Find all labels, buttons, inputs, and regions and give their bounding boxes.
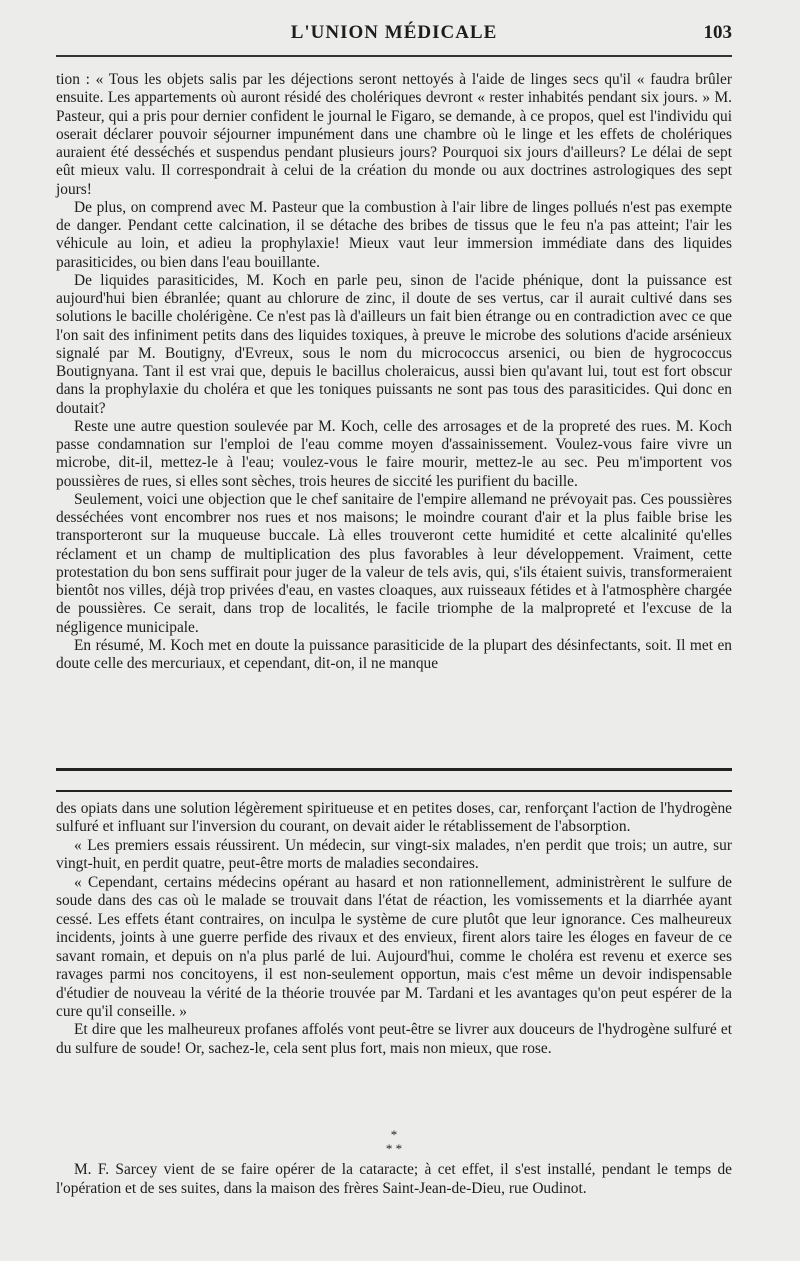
article-body-lower — [56, 800, 732, 1058]
paragraph: « Cependant, certains médecins opérant au hasard et non rationnellement, administrèrent le sulfure de soude dans des cas où le malade se trouvait dans l'état de réaction, les vomissements et la diarrhée ayant cessé. Les effets étant contraires, on inculpa le système de cure plutôt que leur ignorance. Ces malheureux incidents, joints à une guerre perfide des rivaux et des envieux, firent alors taire les éloges en faveur de ce savant romain, et depuis on n'a plus parlé de lui. Aujourd'hui, comme le choléra est revenu et exerce ses ravages parmi nos concitoyens, il est non-seulement opportun, mais c'est même un devoir indispensable d'étudier de nouveau la vérité de la théorie trouvée par M. Tardani et les avantages qu'on peut espérer de la cure qu'il conseille. » — [56, 873, 732, 1020]
paragraph: Seulement, voici une objection que le chef sanitaire de l'empire allemand ne prévoyait pas. Ces poussières desséchées vont encombrer nos rues et nos maisons; le moindre courant d'air et la plus faible brise les transporteront sur la muqueuse buccale. Là elles trouveront cette humidité et cette alcalinité qu'elles réclament et un champ de multiplication des plus favorables à leur développement. Vraiment, cette protestation du bon sens suffirait pour juger de la valeur de tels avis, qui, s'ils étaient suivis, transformeraient bientôt nos villes, déjà trop privées d'eau, en vastes cloaques, aux ruisseaux fétides et à l'atmosphère chargée de poussières. Ce serait, dans trop de localités, le facile triomphe de la malpropreté et l'excuse de la négligence municipale. — [56, 490, 732, 636]
article-body-upper — [56, 71, 732, 673]
paragraph: des opiats dans une solution légèrement spiritueuse et en petites doses, car, renforçant l'action de l'hydrogène sulfuré et influant sur l'inversion du courant, on devait aider le rétablissement de l'absorption. — [56, 800, 732, 836]
feuilleton-rule-bottom — [56, 790, 732, 792]
journal-title: L'UNION MÉDICALE — [290, 22, 498, 43]
paragraph: De plus, on comprend avec M. Pasteur que la combustion à l'air libre de linges pollués n'est pas exempte de danger. Pendant cette calcination, il se détache des bribes de tissus que le feu n'a pas atteint; l'air les véhicule au loin, et adieu la prophylaxie! Mieux vaut leur immersion immédiate dans des liquides parasiticides, ou bien dans l'eau bouillante. — [56, 198, 732, 271]
paragraph: En résumé, M. Koch met en doute la puissance parasiticide de la plupart des désinfectants, soit. Il met en doute celle des mercuriaux, et cependant, dit-on, il ne manque — [56, 636, 732, 672]
feuilleton-rule-top — [56, 768, 732, 771]
header-rule — [56, 55, 732, 57]
asterism-separator: * * * — [385, 1127, 403, 1156]
paragraph: Et dire que les malheureux profanes affolés vont peut-être se livrer aux douceurs de l'hydrogène sulfuré et du sulfure de soude! Or, sachez-le, cela sent plus fort, mais non mieux, que rose. — [56, 1021, 732, 1057]
paragraph: M. F. Sarcey vient de se faire opérer de la cataracte; à cet effet, il s'est installé, pendant le temps de l'opération et de ses suites, dans la maison des frères Saint-Jean-de-Dieu, rue Oudinot. — [56, 1161, 732, 1197]
paragraph: Reste une autre question soulevée par M. Koch, celle des arrosages et de la propreté des rues. M. Koch passe condamnation sur l'emploi de l'eau comme moyen d'assainissement. Voulez-vous faire vivre un microbe, dit-il, mettez-le à l'eau; voulez-vous le faire mourir, mettez-le au sec. Peu m'importent vos poussières de rues, si elles sont sèches, trois heures de siccité les purifient du bacille. — [56, 417, 732, 490]
paragraph: tion : « Tous les objets salis par les déjections seront nettoyés à l'aide de linges secs qu'il « faudra brûler ensuite. Les appartements où auront résidé des cholériques devront « rester inhabités pendant six jours. » M. Pasteur, qui a pris pour dernier confident le journal le Figaro, se demande, à ce propos, quel est l'individu qui oserait déclarer pouvoir séjourner impunément dans une chambre où le linge et les effets de cholériques auraient été desséchés et suspendus pendant plusieurs jours? Pourquoi six jours d'ailleurs? Le délai de sept eût mieux valu. Il correspondrait à celui de la création du monde ou aux doctrines astrologiques des sept jours! — [56, 71, 732, 198]
running-header — [56, 22, 732, 50]
paragraph: De liquides parasiticides, M. Koch en parle peu, sinon de l'acide phénique, dont la puissance est aujourd'hui bien ébranlée; quant au chlorure de zinc, il doute de ses vertus, car il aurait cultivé dans ses solutions le bacille cholérigène. Ce n'est pas là d'ailleurs un fait bien étrange ou en contradiction avec ce que l'on sait des infiniment petits dans des liquides toxiques, à preuve le microbe des solutions d'acide arsénieux signalé par M. Boutigny, d'Evreux, sous le nom du micrococcus arsenici, ou bien de hygrococcus Boutignyana. Tant il est vrai que, depuis le bacillus choleraicus, aussi bien qu'avant lui, tout est fort obscur dans la prophylaxie du choléra et que les toniques puissants ne sont pas tous des parasiticides. Qui donc en doutait? — [56, 271, 732, 417]
news-item — [56, 1160, 732, 1198]
paragraph: « Les premiers essais réussirent. Un médecin, sur vingt-six malades, n'en perdit que trois; un autre, sur vingt-huit, en perdit quatre, peut-être morts de maladies secondaires. — [56, 836, 732, 873]
page-number: 103 — [703, 22, 732, 43]
